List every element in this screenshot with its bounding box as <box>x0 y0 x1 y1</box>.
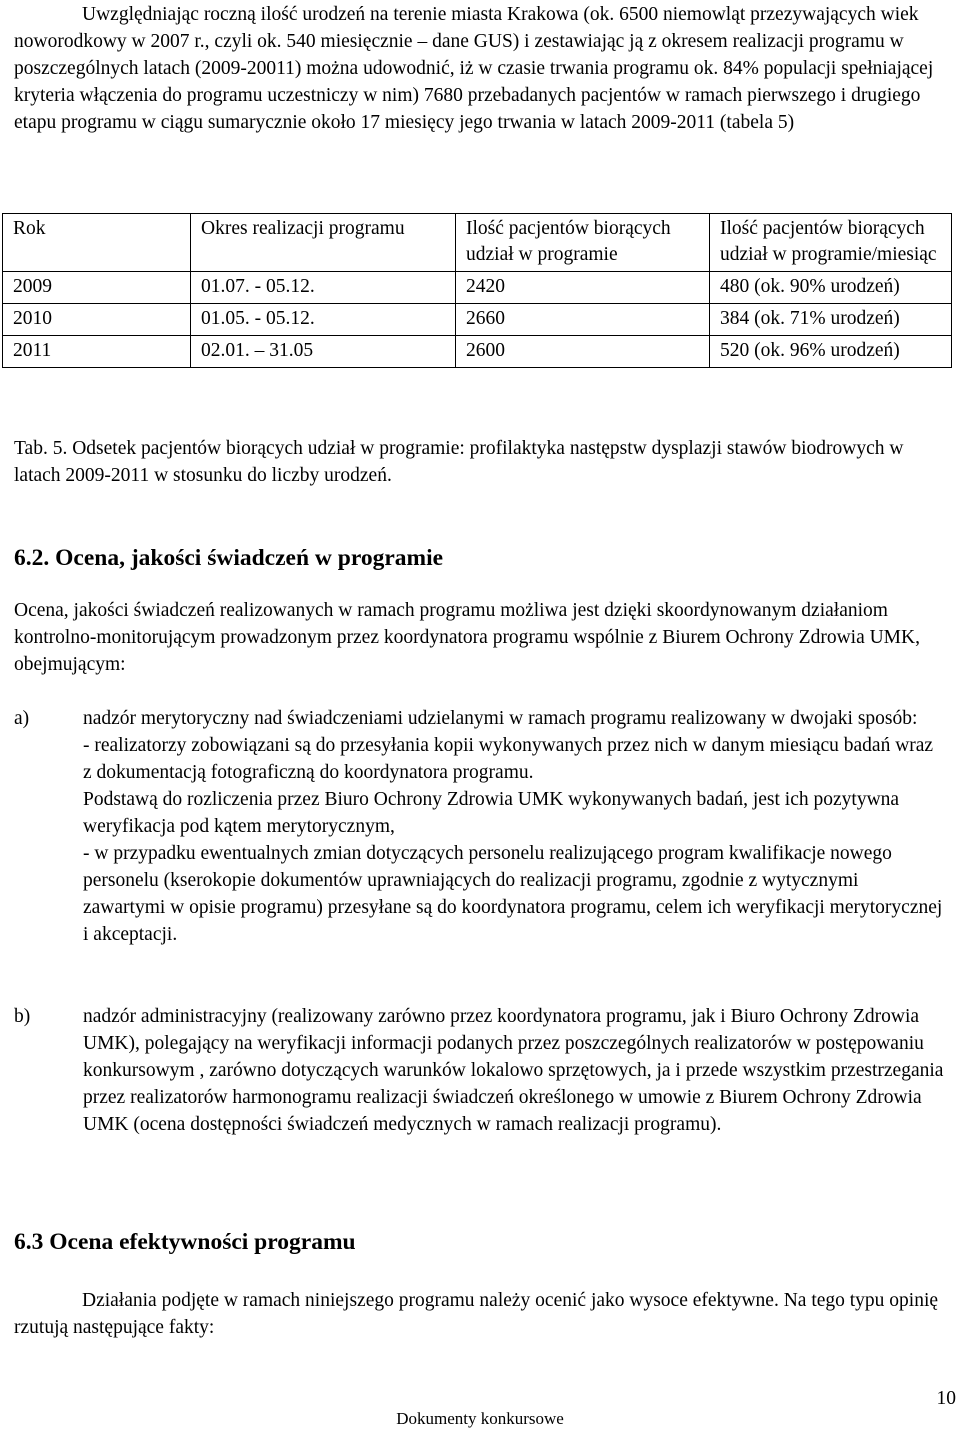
table-caption: Tab. 5. Odsetek pacjentów biorących udział w programie: profilaktyka następstw dysplazji stawów biodrowych w latach 2009-2011 w stosunku do liczby urodzeń. <box>14 438 904 486</box>
table-cell: 2600 <box>456 336 710 368</box>
table-cell: 01.05. - 05.12. <box>191 304 456 336</box>
header-cell-period: Okres realizacji programu <box>191 214 456 272</box>
patients-table <box>2 213 952 368</box>
table-row <box>3 304 952 336</box>
page-number: 10 <box>936 1388 956 1409</box>
list-marker-a: a) <box>14 708 30 729</box>
table-cell: 2660 <box>456 304 710 336</box>
table-cell: 2009 <box>3 272 191 304</box>
table-cell: 520 (ok. 96% urodzeń) <box>710 336 952 368</box>
footer-text: Dokumenty konkursowe <box>396 1409 564 1428</box>
section-6-2-paragraph: Ocena, jakości świadczeń realizowanych w ramach programu możliwa jest dzięki skoordynowanym działaniom kontrolno-monitorującym prowadzonym przez koordynatora programu wspólnie z Biurem Ochrony Zdrowia UMK, obejmującym: <box>14 600 920 675</box>
table-header-row <box>3 214 952 272</box>
table-row <box>3 272 952 304</box>
header-cell-patients-per-month: Ilość pacjentów biorących udział w programie/miesiąc <box>710 214 952 272</box>
table-cell: 2010 <box>3 304 191 336</box>
list-a-line: - realizatorzy zobowiązani są do przesyłania kopii wykonywanych przez nich w danym miesiącu badań wraz z dokumentacją fotograficzną do koordynatora programu. <box>83 735 934 783</box>
table-cell: 01.07. - 05.12. <box>191 272 456 304</box>
table-cell: 2011 <box>3 336 191 368</box>
list-body-b <box>83 1003 945 1138</box>
table-cell: 2420 <box>456 272 710 304</box>
section-6-3-heading: 6.3 Ocena efektywności programu <box>14 1229 356 1255</box>
list-a-line: nadzór merytoryczny nad świadczeniami udzielanymi w ramach programu realizowany w dwojaki sposób: <box>83 708 918 729</box>
header-cell-year: Rok <box>3 214 191 272</box>
table-cell: 480 (ok. 90% urodzeń) <box>710 272 952 304</box>
list-marker-b: b) <box>14 1006 31 1027</box>
table-cell: 02.01. – 31.05 <box>191 336 456 368</box>
list-body-a <box>83 705 945 948</box>
list-a-line: Podstawą do rozliczenia przez Biuro Ochrony Zdrowia UMK wykonywanych badań, jest ich pozytywna weryfikacja pod kątem merytorycznym, <box>83 789 900 837</box>
section-6-3-paragraph: Działania podjęte w ramach niniejszego programu należy ocenić jako wysoce efektywne. Na tego typu opinię rzutują następujące fakty: <box>14 1290 939 1338</box>
table-cell: 384 (ok. 71% urodzeń) <box>710 304 952 336</box>
header-cell-patients: Ilość pacjentów biorących udział w programie <box>456 214 710 272</box>
section-6-2-heading: 6.2. Ocena, jakości świadczeń w programie <box>14 545 444 571</box>
list-a-line: - w przypadku ewentualnych zmian dotyczących personelu realizującego program kwalifikacje nowego personelu (kserokopie dokumentów uprawniających do realizacji programu, zgodnie z wytycznymi zawartymi w opisie programu) przesyłane są do koordynatora programu, celem ich weryfikacji merytorycznej i akceptacji. <box>83 843 943 945</box>
table-row <box>3 336 952 368</box>
list-b-text: nadzór administracyjny (realizowany zarówno przez koordynatora programu, jak i Biuro Ochrony Zdrowia UMK), polegający na weryfikacji informacji podanych przez poszczególnych realizatorów w postępowaniu konkursowym , zarówno dotyczących warunków lokalowo sprzętowych, ja i przede wszystkim przestrzegania przez realizatorów harmonogramu realizacji świadczeń określonego w umowie z Biurem Ochrony Zdrowia UMK (ocena dostępności świadczeń medycznych w ramach realizacji programu). <box>83 1006 944 1135</box>
intro-paragraph: Uwzględniając roczną ilość urodzeń na terenie miasta Krakowa (ok. 6500 niemowląt przezywających wiek noworodkowy w 2007 r., czyli ok. 540 miesięcznie – dane GUS) i zestawiając ją z okresem realizacji programu w poszczególnych latach (2009-20011) można udowodnić, iż w czasie trwania programu ok. 84% populacji spełniającej kryteria włączenia do programu uczestniczy w nim) 7680 przebadanych pacjentów w ramach pierwszego i drugiego etapu programu w ciągu sumarycznie około 17 miesięcy jego trwania w latach 2009-2011 (tabela 5) <box>14 4 934 133</box>
